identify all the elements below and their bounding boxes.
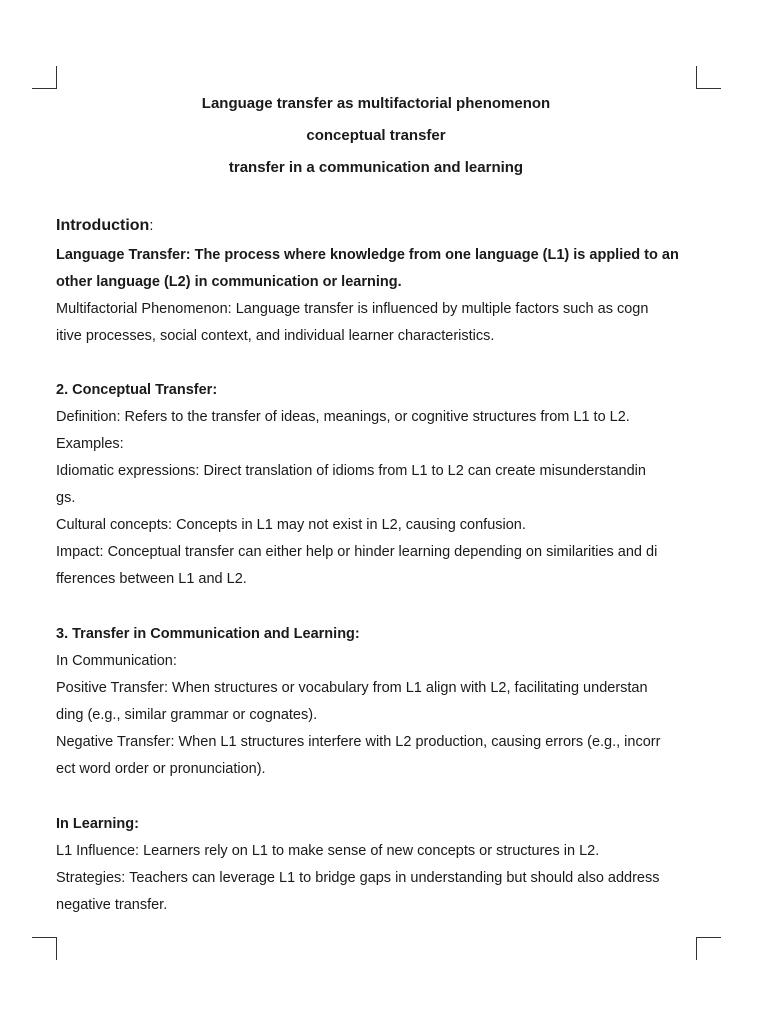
paragraph-line: negative transfer. [56,897,168,913]
paragraph-line: Language Transfer: The process where knowledge from one language (L1) is applied to an [56,247,679,263]
crop-mark-top-right [696,66,721,89]
section-heading-in-learning: In Learning: [56,816,139,832]
paragraph-line: Examples: [56,436,124,452]
document-subtitle-1: conceptual transfer [306,127,446,144]
paragraph-line: other language (L2) in communication or learning. [56,274,402,290]
paragraph-line: Negative Transfer: When L1 structures interfere with L2 production, causing errors (e.g., incorr [56,734,661,750]
paragraph-line: gs. [56,490,76,506]
crop-mark-bottom-left [32,937,57,960]
paragraph-line: Multifactorial Phenomenon: Language transfer is influenced by multiple factors such as cogn [56,301,649,317]
introduction-heading [56,216,696,236]
document-subtitle-2: transfer in a communication and learning [228,159,524,176]
paragraph-line: Cultural concepts: Concepts in L1 may not exist in L2, causing confusion. [56,517,526,533]
introduction-heading-colon: : [149,218,154,234]
paragraph-line: Strategies: Teachers can leverage L1 to bridge gaps in understanding but should also address [56,870,660,886]
paragraph-line: Definition: Refers to the transfer of ideas, meanings, or cognitive structures from L1 to L2. [56,409,630,425]
paragraph-line: Impact: Conceptual transfer can either help or hinder learning depending on similarities and di [56,544,658,560]
introduction-heading-text: Introduction [56,217,150,234]
paragraph-line: Positive Transfer: When structures or vocabulary from L1 align with L2, facilitating understan [56,680,648,696]
section-heading-communication-learning: 3. Transfer in Communication and Learning: [56,626,360,642]
paragraph-line: ding (e.g., similar grammar or cognates). [56,707,318,723]
paragraph-line: Idiomatic expressions: Direct translation of idioms from L1 to L2 can create misunderstandin [56,463,646,479]
paragraph-line: L1 Influence: Learners rely on L1 to make sense of new concepts or structures in L2. [56,843,600,859]
document-title: Language transfer as multifactorial phenomenon [201,95,551,112]
paragraph-line: fferences between L1 and L2. [56,571,247,587]
crop-mark-top-left [32,66,57,89]
section-heading-conceptual-transfer: 2. Conceptual Transfer: [56,382,218,398]
crop-mark-bottom-right [696,937,721,960]
paragraph-line: ect word order or pronunciation). [56,761,266,777]
paragraph-line: In Communication: [56,653,177,669]
paragraph-line: itive processes, social context, and individual learner characteristics. [56,328,495,344]
